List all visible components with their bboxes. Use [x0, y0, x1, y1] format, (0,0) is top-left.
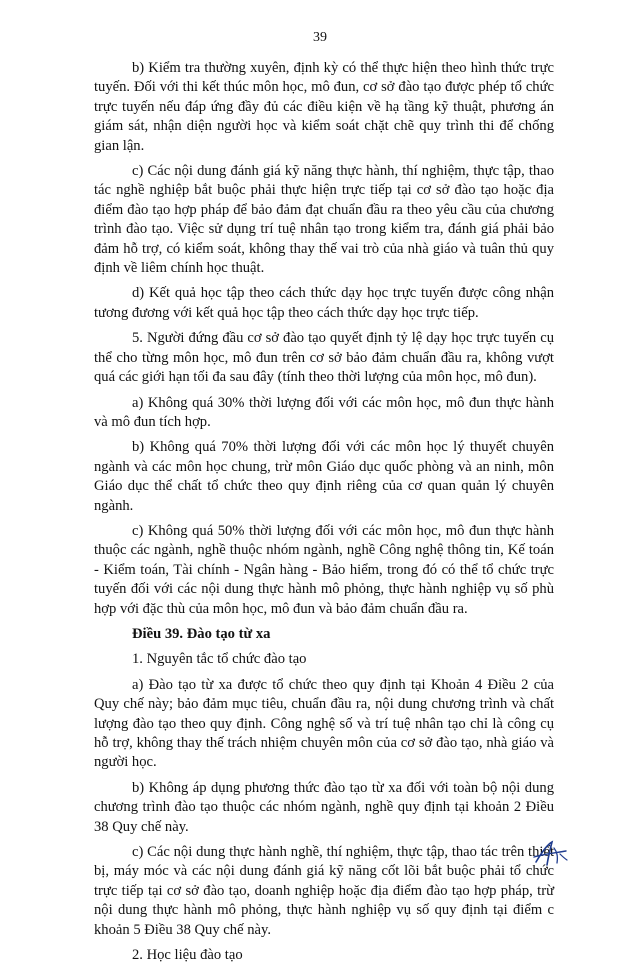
clause-hoc-lieu: 2. Học liệu đào tạo — [132, 947, 243, 964]
initials-signature — [530, 838, 570, 868]
page-number: 39 — [313, 30, 327, 45]
clause-nguyen-tac: 1. Nguyên tắc tổ chức đào tạo — [132, 651, 307, 668]
paragraph-gioi-han-50: c) Không quá 50% thời lượng đối với các môn học, mô đun thực hành thuộc các ngành, nghề thuộc nhóm ngành, nghề Công nghệ thông tin, Kế toán - Kiểm toán, Tài chính - Ngân hàng - Bảo hiểm, trong đó có thể tổ chức trực tuyến đối với các nội dung thực hành mô phỏng, thực hành nghiệp vụ số phù hợp với đặc thù của môn học, mô đun và bảo đảm chuẩn đầu ra. — [94, 522, 554, 617]
article-heading: Điều 39. Đào tạo từ xa — [132, 625, 271, 642]
paragraph-khong-ap-dung: b) Không áp dụng phương thức đào tạo từ xa đối với toàn bộ nội dung chương trình đào tạo thuộc các nhóm ngành, nghề quy định tại khoản 2 Điều 38 Quy chế này. — [94, 779, 554, 835]
document-body — [94, 59, 554, 971]
paragraph-ket-qua-hoc-tap: d) Kết quả học tập theo cách thức dạy học trực tuyến được công nhận tương đương với kết quả học tập theo cách thức dạy học trực tiếp. — [94, 285, 554, 321]
paragraph-thuc-hanh-truc-tiep: c) Các nội dung thực hành nghề, thí nghiệm, thực tập, thao tác trên thiết bị, máy móc và các nội dung đánh giá kỹ năng cốt lõi bắt buộc phải tổ chức trực tiếp tại cơ sở đào tạo, doanh nghiệp hoặc địa điểm đào tạo hợp pháp, trừ nội dung thực hành mô phỏng, thực hành nghiệp vụ số quy định tại điểm c khoản 5 Điều 38 Quy chế này. — [94, 844, 554, 938]
paragraph-dao-tao-tu-xa: a) Đào tạo từ xa được tổ chức theo quy định tại Khoản 4 Điều 2 của Quy chế này; bảo đảm mục tiêu, chuẩn đầu ra, nội dung chương trình và chất lượng đào tạo theo quy định. Công nghệ số và trí tuệ nhân tạo chỉ là công cụ hỗ trợ, không thay thế trách nhiệm chuyên môn của cơ sở đào tạo, nhà giáo và người học. — [94, 676, 554, 771]
paragraph-gioi-han-30: a) Không quá 30% thời lượng đối với các môn học, mô đun thực hành và mô đun tích hợp. — [94, 394, 554, 430]
paragraph-danh-gia-ky-nang: c) Các nội dung đánh giá kỹ năng thực hành, thí nghiệm, thực tập, thao tác nghề nghiệp bắt buộc phải thực hiện trực tiếp tại cơ sở đào tạo hoặc địa điểm đào tạo hợp pháp để bảo đảm đạt chuẩn đầu ra theo yêu cầu của chương trình đào tạo. Việc sử dụng trí tuệ nhân tạo trong kiểm tra, đánh giá phải bảo đảm hỗ trợ, có kiểm soát, không thay thế vai trò của nhà giáo và tuân thủ quy định về liêm chính học thuật. — [94, 163, 554, 277]
paragraph-kiem-tra-thuong-xuyen: b) Kiểm tra thường xuyên, định kỳ có thể thực hiện theo hình thức trực tuyến. Đối với thi kết thúc môn học, mô đun, cơ sở đào tạo được phép tổ chức trực tuyến nếu đáp ứng đầy đủ các điều kiện về hạ tầng kỹ thuật, phương án giám sát, nhận diện người học và kiểm soát chặt chẽ quy trình thi để chống gian lận. — [94, 60, 554, 154]
paragraph-gioi-han-70: b) Không quá 70% thời lượng đối với các môn học lý thuyết chuyên ngành và các môn học chung, trừ môn Giáo dục quốc phòng và an ninh, môn Giáo dục thể chất tổ chức theo quy định riêng của cơ quan quản lý chuyên ngành. — [94, 439, 554, 514]
paragraph-ty-le-truc-tuyen: 5. Người đứng đầu cơ sở đào tạo quyết định tỷ lệ dạy học trực tuyến cụ thể cho từng môn học, mô đun trên cơ sở bảo đảm chuẩn đầu ra, không vượt quá các giới hạn tối đa sau đây (tính theo thời lượng của môn học, mô đun). — [94, 330, 554, 386]
